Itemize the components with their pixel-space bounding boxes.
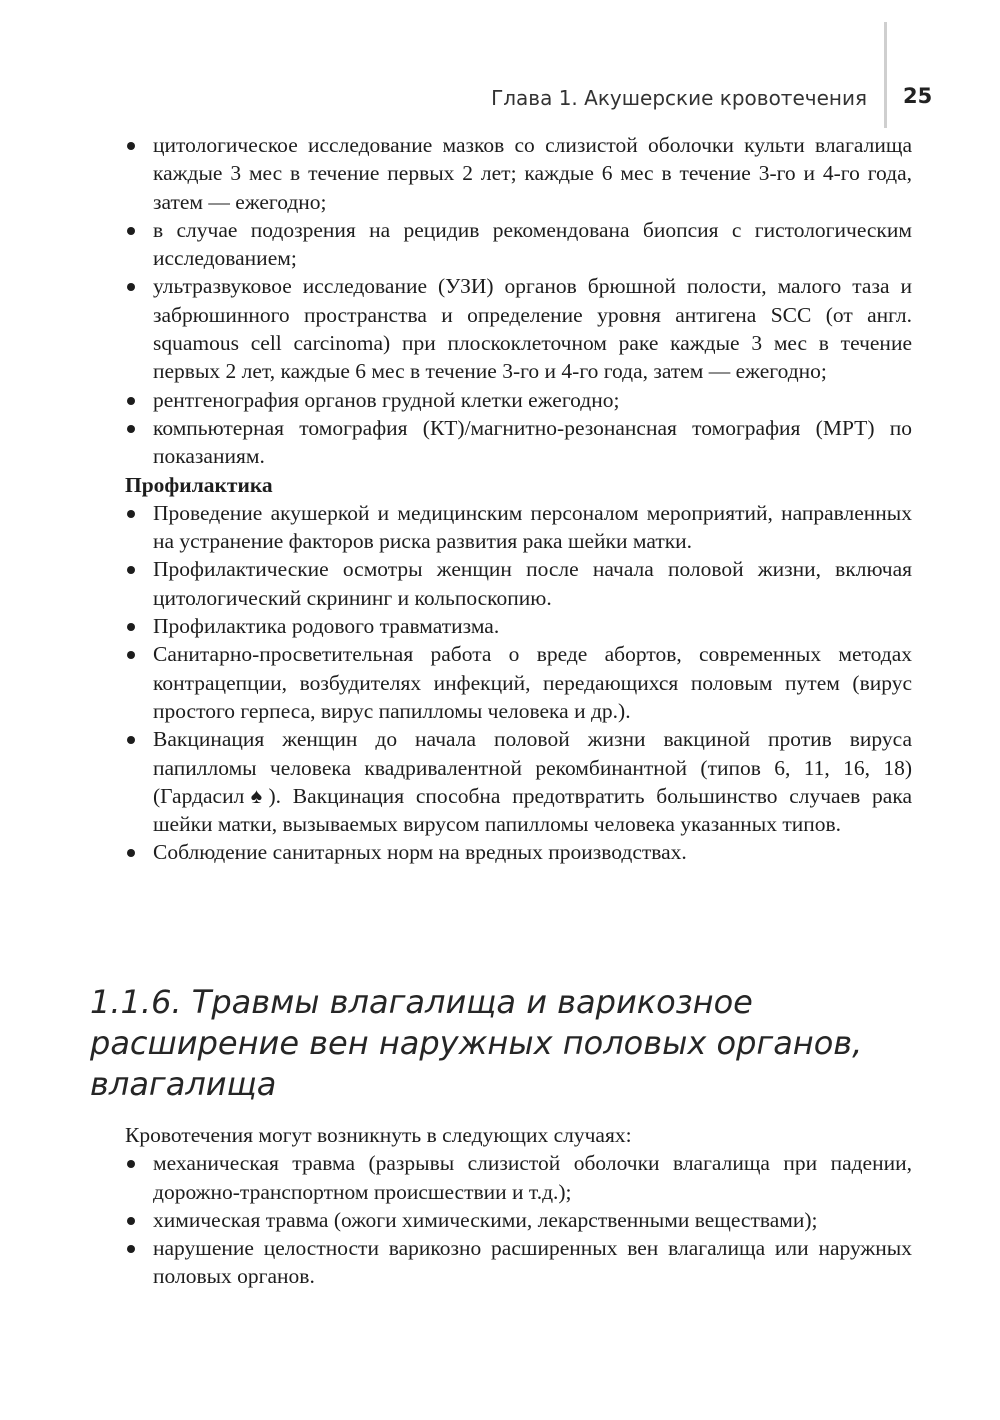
- main-text: [125, 131, 912, 867]
- follow-up-list: [125, 131, 912, 471]
- page-number: 25: [903, 84, 933, 108]
- prevention-heading: Профилактика: [125, 472, 273, 497]
- list-item: Проведение акушеркой и медицинским персоналом мероприятий, направленных на устранение факторов риска развития рака шейки матки.: [125, 499, 912, 556]
- list-item: в случае подозрения на рецидив рекомендована биопсия с гистологическим исследованием;: [125, 216, 912, 273]
- list-item: Профилактика родового травматизма.: [125, 612, 912, 640]
- running-header-chapter: Глава 1. Акушерские кровотечения: [491, 86, 867, 110]
- list-item: химическая травма (ожоги химическими, лекарственными веществами);: [125, 1206, 912, 1234]
- list-item: рентгенография органов грудной клетки ежегодно;: [125, 386, 912, 414]
- list-item: Санитарно-просветительная работа о вреде абортов, современных методах контрацепции, возбудителях инфекций, передающихся половым путем (вирус простого герпеса, вирус папилломы человека и др.).: [125, 640, 912, 725]
- list-item: цитологическое исследование мазков со слизистой оболочки культи влагалища каждые 3 мес в течение первых 2 лет; каждые 6 мес в течение 3-го и 4-го года, затем — ежегодно;: [125, 131, 912, 216]
- header-divider: [884, 22, 887, 128]
- list-item: нарушение целостности варикозно расширенных вен влагалища или наружных половых органов.: [125, 1234, 912, 1291]
- bleeding-causes-list: [125, 1149, 912, 1290]
- section-text: [125, 1121, 912, 1291]
- list-item: ультразвуковое исследование (УЗИ) органов брюшной полости, малого таза и забрюшинного пространства и определение уровня антигена SCC (от англ. squamous cell carcinoma) при плоскоклеточном раке каждые 3 мес в течение первых 2 лет, каждые 6 мес в течение 3-го и 4-го года, затем — ежегодно;: [125, 272, 912, 385]
- section-title: 1.1.6. Травмы влагалища и варикозное расширение вен наружных половых органов, влагалища: [90, 983, 863, 1103]
- list-item: Соблюдение санитарных норм на вредных производствах.: [125, 838, 912, 866]
- list-item: Вакцинация женщин до начала половой жизни вакциной против вируса папилломы человека квадривалентной рекомбинантной (типов 6, 11, 16, 18) (Гардасил♠). Вакцинация способна предотвратить большинство случаев рака шейки матки, вызываемых вирусом папилломы человека указанных типов.: [125, 725, 912, 838]
- list-item: компьютерная томография (КТ)/магнитно-резонансная томография (МРТ) по показаниям.: [125, 414, 912, 471]
- list-item: механическая травма (разрывы слизистой оболочки влагалища при падении, дорожно-транспортном происшествии и т.д.);: [125, 1149, 912, 1206]
- list-item: Профилактические осмотры женщин после начала половой жизни, включая цитологический скрининг и кольпоскопию.: [125, 555, 912, 612]
- section-intro: Кровотечения могут возникнуть в следующих случаях:: [125, 1123, 632, 1147]
- prevention-list: [125, 499, 912, 867]
